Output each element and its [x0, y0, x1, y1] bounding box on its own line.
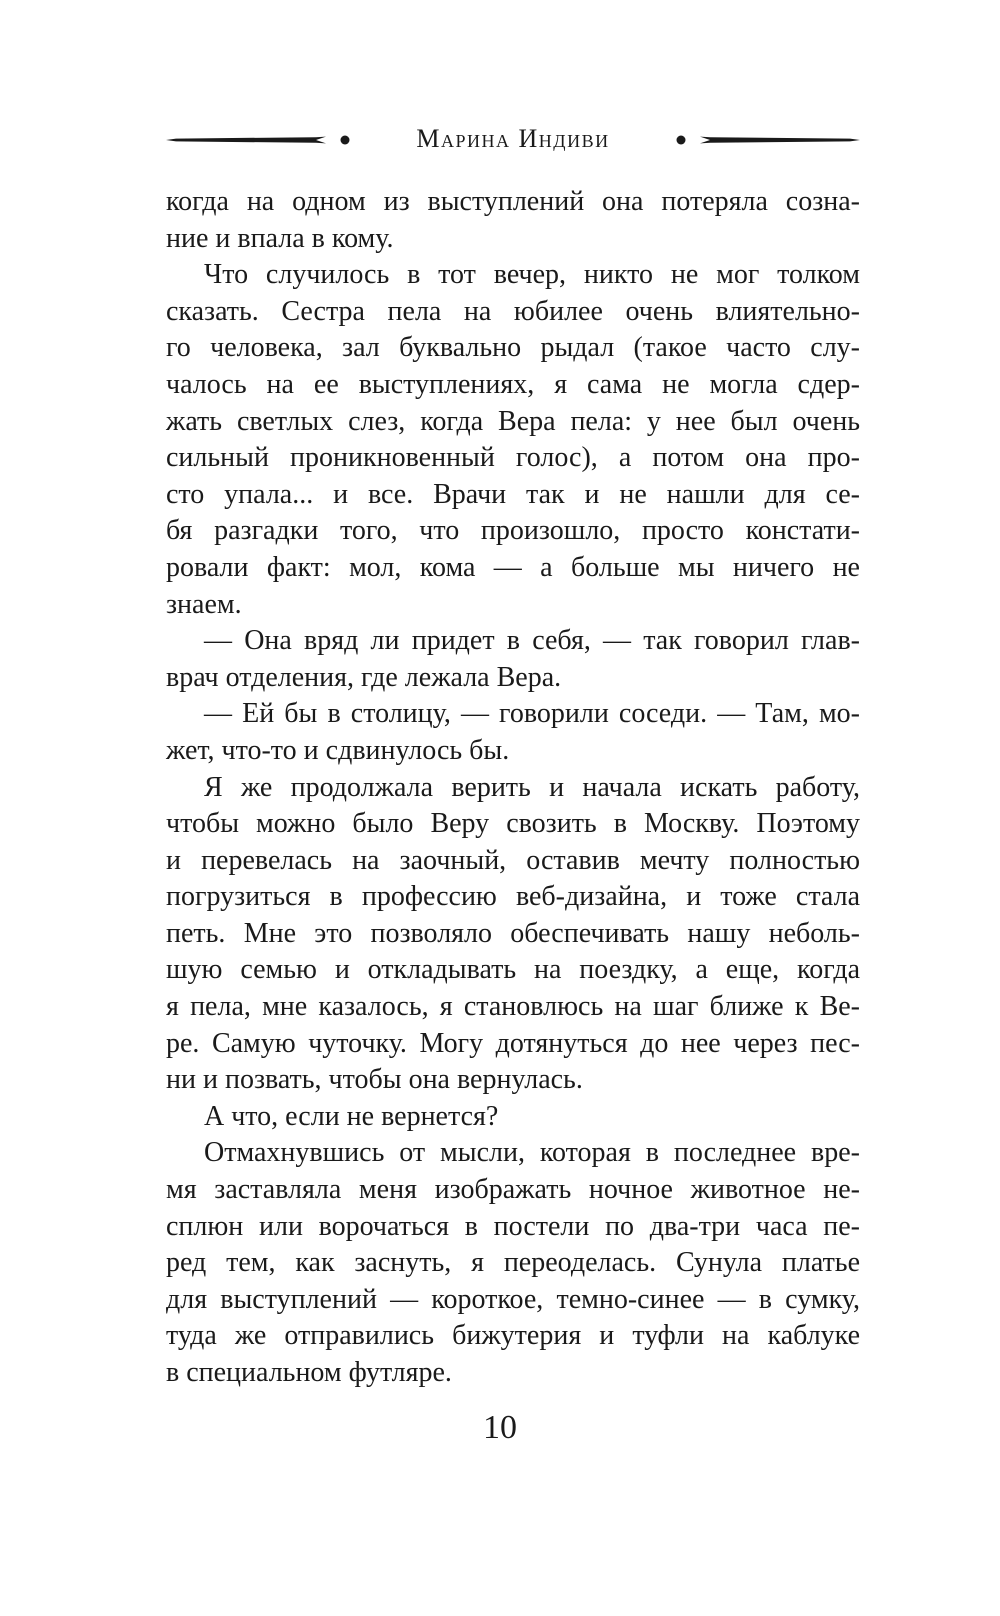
text-line: ни и позвать, чтобы она вернулась.: [166, 1064, 583, 1096]
right-ornament-icon: [670, 130, 860, 150]
page-number: 10: [483, 1409, 517, 1446]
text-line: погрузиться в профессию веб-дизайна, и тоже стала: [166, 881, 860, 913]
text-line: бя разгадки того, что произошло, просто констати-: [166, 515, 860, 547]
text-line: знаем.: [166, 588, 242, 620]
text-line: в специальном футляре.: [166, 1357, 452, 1388]
text-line: — Она вряд ли придет в себя, — так говорил глав-: [204, 625, 860, 657]
text-line: жет, что-то и сдвинулось бы.: [166, 734, 510, 766]
text-line: я пела, мне казалось, я становлюсь на шаг ближе к Ве-: [166, 991, 860, 1023]
body-text: [166, 184, 860, 1392]
text-line: и перевелась на заочный, оставив мечту полностью: [166, 844, 860, 876]
text-line: мя заставляла меня изображать ночное животное не-: [166, 1174, 860, 1206]
text-line: Отмахнувшись от мысли, которая в последнее вре-: [204, 1137, 860, 1169]
text-line: ние и впала в кому.: [166, 222, 394, 254]
text-line: петь. Мне это позволяло обеспечивать нашу неболь-: [166, 917, 860, 949]
text-line: ровали факт: мол, кома — а больше мы ничего не: [166, 551, 860, 583]
text-line: Что случилось в тот вечер, никто не мог толком: [204, 259, 860, 291]
text-line: туда же отправились бижутерия и туфли на каблуке: [166, 1320, 860, 1352]
text-line: сильный проникновенный голос), а потом она про-: [166, 442, 860, 474]
text-line: врач отделения, где лежала Вера.: [166, 661, 562, 693]
text-line: ред тем, как заснуть, я переоделась. Сунула платье: [166, 1247, 860, 1279]
text-line: чалось на ее выступлениях, я сама не могла сдер-: [166, 368, 860, 400]
text-line: го человека, зал буквально рыдал (такое часто слу-: [166, 332, 860, 364]
text-line: ре. Самую чуточку. Могу дотянуться до нее через пес-: [166, 1027, 860, 1059]
text-line: Я же продолжала верить и начала искать работу,: [204, 771, 860, 803]
text-line: А что, если не вернется?: [204, 1100, 499, 1132]
text-line: — Ей бы в столицу, — говорили соседи. — Там, мо-: [204, 698, 860, 730]
text-line: сказать. Сестра пела на юбилее очень влиятельно-: [166, 295, 860, 327]
running-header: [166, 118, 860, 162]
text-line: сплюн или ворочаться в постели по два-три часа пе-: [166, 1210, 860, 1242]
text-line: для выступлений — короткое, темно-синее — в сумку,: [166, 1283, 860, 1315]
text-line: сто упала... и все. Врачи так и не нашли для се-: [166, 478, 860, 510]
text-line: шую семью и откладывать на поездку, а еще, когда: [166, 954, 860, 986]
text-line: когда на одном из выступлений она потеряла созна-: [166, 186, 860, 217]
author-name: Марина Индиви: [416, 124, 610, 153]
text-line: жать светлых слез, когда Вера пела: у нее был очень: [166, 405, 860, 437]
text-line: чтобы можно было Веру свозить в Москву. Поэтому: [166, 808, 860, 840]
